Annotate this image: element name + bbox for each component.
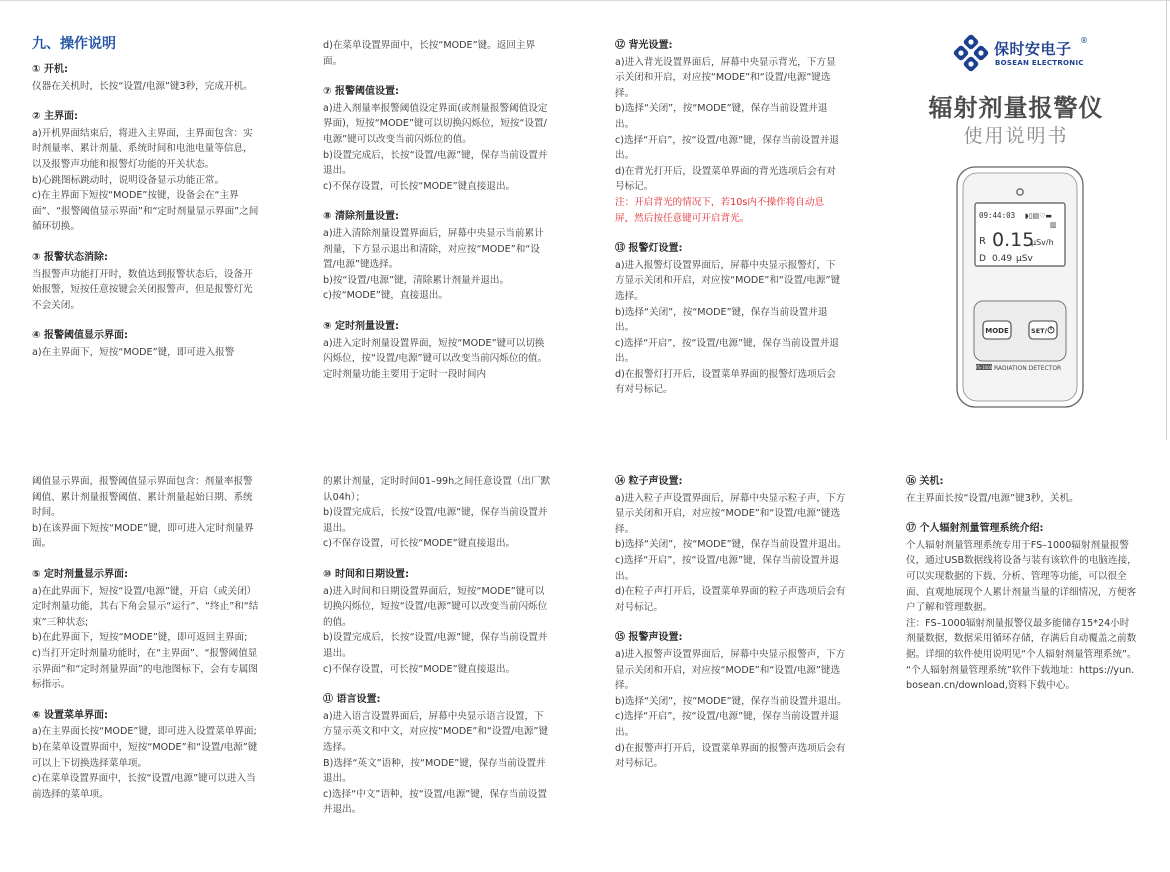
device-label: RADIATION DETECTOR (994, 365, 1062, 372)
logo-mark-icon (952, 34, 992, 74)
section-heading: ⑪ 语言设置: (323, 694, 381, 706)
section-heading: ⑭ 粒子声设置: (615, 476, 683, 487)
section-paragraph: c)不保存设置，可长按“MODE”键直接退出。 (323, 663, 516, 675)
section-heading: ⑥ 设置菜单界面: (32, 709, 108, 721)
section-heading: ⑫ 背光设置: (615, 40, 673, 51)
section-paragraph: b)心跳图标跳动时，说明设备显示功能正常。 (32, 174, 225, 186)
section-heading: ⑧ 清除剂量设置: (323, 211, 399, 223)
section (615, 474, 847, 615)
section-heading: ④ 报警阈值显示界面: (32, 330, 128, 342)
section (32, 328, 260, 360)
section (323, 319, 551, 382)
section-paragraph: b)在此界面下，短按“MODE”键，即可返回主界面; (32, 632, 248, 644)
section (323, 38, 551, 69)
section-paragraph: d)在报警灯打开后，设置菜单界面的报警灯选项后会有对号标记。 (615, 368, 836, 396)
col3-bottom (615, 474, 847, 787)
screen-d-value: 0.49 (992, 254, 1013, 264)
section-heading: ⑯ 关机: (906, 476, 944, 487)
device-illustration (955, 163, 1085, 411)
col3-bottom-sections (615, 474, 847, 772)
section (323, 567, 551, 677)
section-paragraph: d)在菜单设置界面中，长按“MODE”键。返回主界面。 (323, 40, 536, 67)
section-heading: ⑮ 报警声设置: (615, 632, 683, 644)
col2-top-sections (323, 38, 551, 382)
section-paragraph: c)不保存设置，可长按“MODE”键直接退出。 (323, 180, 516, 192)
section (32, 708, 260, 803)
col3-top (615, 38, 843, 413)
col1-bottom (32, 474, 260, 817)
cover-title: 辐射剂量报警仪 (928, 94, 1104, 122)
section-paragraph: d)在粒子声打开后，设置菜单界面的粒子声选项后会有对号标记。 (615, 586, 846, 613)
section-heading: ⑩ 时间和日期设置: (323, 568, 409, 580)
col1-bottom-sections (32, 474, 260, 802)
section (323, 474, 551, 552)
section-paragraph: b)选择“关闭”，按“MODE”键，保存当前设置并退出。 (615, 103, 828, 130)
col2-bottom-sections (323, 474, 551, 818)
screen-r-unit: μSv/h (1031, 238, 1054, 247)
section-paragraph: b)选择“关闭”，按“MODE”键，保存当前设置并退出。 (615, 539, 847, 551)
section-heading: ⑬ 报警灯设置: (615, 243, 683, 255)
screen-status-icons: ◗▯▤♡▬ (1025, 212, 1053, 220)
section-paragraph: 的累计剂量，定时时间01–99h之间任意设置（出厂默认04h）； (323, 476, 551, 503)
section-paragraph: b)在菜单设置界面中，短按“MODE”和“设置/电源”键可以上下切换选择菜单项。 (32, 741, 258, 769)
section (32, 62, 260, 94)
mode-button[interactable] (983, 321, 1011, 339)
section-paragraph: a)进入剂量率报警阈值设定界面(或剂量报警阈值设定界面)，短按“MODE”键可以切换闪烁位，短按“设置/电源”键可以改变当前闪烁位的值。 (323, 102, 548, 145)
section-paragraph: 当报警声功能打开时，数值达到报警状态后，设备开始报警，短按任意按键会关闭报警声，但是报警灯光不会关闭。 (32, 268, 253, 311)
brand-logo (952, 34, 1092, 74)
section (32, 109, 260, 235)
col1-top-sections (32, 62, 260, 361)
section (32, 474, 260, 552)
screen-r-value: 0.15 (992, 229, 1035, 251)
set-power-button[interactable] (1029, 321, 1057, 339)
section (615, 38, 843, 226)
section-paragraph: a)开机界面结束后，将进入主界面，主界面包含：实时剂量率、累计剂量、系统时间和电池电量等信息，以及报警声功能和报警灯功能的开关状态。 (32, 127, 253, 170)
section-paragraph: “个人辐射剂量管理系统”软件下载地址：https://yun.bosean.cn/download,资料下载中心。 (906, 664, 1135, 692)
section-paragraph: b)选择“关闭”，按“MODE”键，保存当前设置并退出。 (615, 695, 847, 707)
section-paragraph: c)在菜单设置界面中，长按“设置/电源”键可以进入当前选择的菜单项。 (32, 773, 256, 800)
section-paragraph: d)在报警声打开后，设置菜单界面的报警声选项后会有对号标记。 (615, 742, 846, 770)
section-paragraph: B)选择“英文”语种，按“MODE”键，保存当前设置并退出。 (323, 757, 546, 785)
screen-timer-icon: ▥ (1050, 221, 1057, 229)
section-paragraph: a)进入时间和日期设置界面后，短按“MODE”键可以切换闪烁位，短按“设置/电源”键可以改变当前闪烁位的值。 (323, 585, 548, 628)
section-paragraph: b)选择“关闭”，按“MODE”键，保存当前设置并退出。 (615, 306, 828, 334)
section-paragraph: b)在该界面下短按“MODE”键，即可进入定时剂量界面。 (32, 522, 254, 550)
col3-top-sections (615, 38, 843, 398)
section (906, 521, 1138, 694)
set-button-label: SET/ (1031, 327, 1047, 335)
section-paragraph: 在主界面长按“设置/电源”键3秒，关机。 (906, 492, 1079, 504)
section-paragraph: c)选择“开启”，按“设置/电源”键，保存当前设置并退出。 (615, 554, 840, 582)
section-paragraph: c)当打开定时剂量功能时，在“主界面”、“报警阈值显示界面”和“定时剂量界面”的电池图标下，会有专属图标指示。 (32, 647, 258, 691)
screen-d-label: D (979, 254, 986, 264)
col4-bottom-sections (906, 474, 1138, 694)
registered-mark: ® (1080, 36, 1088, 45)
section-heading: ① 开机: (32, 64, 68, 75)
top-divider (0, 0, 1170, 1)
mode-button-label: MODE (985, 327, 1009, 335)
screen-r-label: R (979, 236, 986, 247)
col4-bottom (906, 474, 1138, 709)
section (32, 250, 260, 313)
col2-top (323, 38, 551, 397)
section (323, 692, 551, 818)
screen-time: 09:44:03 (979, 211, 1016, 220)
section-paragraph: a)进入清除剂量设置界面后，屏幕中央显示当前累计剂量，下方显示退出和清除，对应按“MODE”和“设置/电源”键选择。 (323, 227, 544, 271)
section-paragraph: d)在背光打开后，设置菜单界面的背光选项后会有对号标记。 (615, 165, 836, 193)
section-paragraph: 个人辐射剂量管理系统专用于FS–1000辐射剂量报警仪，通过USB数据线将设备与装有该软件的电脑连接，可以实现数据的下载、分析、管理等功能，可以很全面、直观地展现个人累计剂量当量的详细情况，方便客户了解和管理数据。 (906, 539, 1137, 614)
screen-d-unit: μSv (1016, 254, 1033, 264)
section-heading: ⑤ 定时剂量显示界面: (32, 568, 128, 580)
section-paragraph: a)进入定时剂量设置界面，短按“MODE”键可以切换闪烁位，按“设置/电源”键可以改变当前闪烁位的值。定时剂量功能主要用于定时一段时间内 (323, 337, 548, 380)
section-paragraph: a)进入语言设置界面后，屏幕中央显示语言设置，下方显示英文和中文，对应按“MODE”和“设置/电源”键选择。 (323, 710, 549, 753)
section-paragraph: a)进入粒子声设置界面后，屏幕中央显示粒子声，下方显示关闭和开启，对应按“MODE”和“设置/电源”键选择。 (615, 492, 846, 535)
section (906, 474, 1138, 506)
section-paragraph: c)选择“中文”语种，按“设置/电源”键，保存当前设置并退出。 (323, 788, 548, 816)
main-title: 九、操作说明 (32, 36, 116, 52)
section-paragraph: c)选择“开启”，按“设置/电源”键，保存当前设置并退出。 (615, 711, 840, 738)
section-heading: ③ 报警状态消除: (32, 251, 108, 263)
section (32, 567, 260, 693)
section-paragraph: b)设置完成后，长按“设置/电源”键，保存当前设置并退出。 (323, 507, 548, 534)
cover-subtitle: 使用说明书 (963, 125, 1069, 147)
section-paragraph: b)设置完成后，长按“设置/电源”键，保存当前设置并退出。 (323, 149, 548, 177)
section-paragraph: a)在此界面下，短按“设置/电源”键，开启（或关闭）定时剂量功能，其右下角会显示“运行”、“终止”和“结束”三种状态; (32, 585, 259, 628)
section-paragraph: 注：FS–1000辐射剂量报警仪最多能储存15*24小时剂量数据，数据采用循环存储，存满后自动覆盖之前数据。详细的软件使用说明见“个人辐射剂量管理系统”。 (906, 617, 1137, 660)
section (323, 209, 551, 304)
col2-bottom (323, 474, 551, 833)
section-heading: ⑨ 定时剂量设置: (323, 320, 399, 332)
section-heading: ⑦ 报警阈值设置: (323, 86, 399, 98)
section-paragraph: 仪器在关机时，长按“设置/电源”键3秒，完成开机。 (32, 80, 253, 92)
col1-top (32, 34, 260, 376)
section-paragraph: c)选择“开启”，按“设置/电源”键，保存当前设置并退出。 (615, 134, 840, 162)
section-heading: ⑰ 个人辐射剂量管理系统介绍: (906, 523, 1044, 535)
warning-note: 注：开启背光的情况下，若10s内不操作将自动息屏，然后按任意键可开启背光。 (615, 196, 825, 224)
section-paragraph: a)进入背光设置界面后，屏幕中央显示背光，下方显示关闭和开启，对应按“MODE”和“设置/电源”键选择。 (615, 56, 836, 99)
section (615, 241, 843, 398)
section-paragraph: c)按“MODE”键，直接退出。 (323, 290, 448, 302)
section-heading: ② 主界面: (32, 111, 78, 123)
section-paragraph: a)在主界面长按“MODE”键，即可进入设置菜单界面; (32, 726, 257, 738)
section-paragraph: c)不保存设置，可长按“MODE”键直接退出。 (323, 538, 516, 550)
section (323, 84, 551, 194)
section-paragraph: c)在主界面下短按“MODE”按键，设备会在“主界面”、“报警阈值显示界面”和“定时剂量显示界面”之间循环切换。 (32, 190, 259, 233)
logo-en-text: BOSEAN ELECTRONIC (995, 59, 1084, 67)
section-paragraph: c)选择“开启”，按“设置/电源”键，保存当前设置并退出。 (615, 337, 840, 365)
logo-cn-text: 保时安电子 (994, 40, 1072, 58)
section-paragraph: a)在主界面下，短按“MODE”键，即可进入报警 (32, 346, 235, 358)
model-badge-text: FS-1000 (975, 365, 993, 370)
section-paragraph: b)按“设置/电源”键，清除累计剂量并退出。 (323, 274, 510, 286)
section-paragraph: a)进入报警灯设置界面后，屏幕中央显示报警灯，下方显示关闭和开启，对应按“MODE”和“设置/电源”键选择。 (615, 259, 841, 302)
section-paragraph: b)设置完成后，长按“设置/电源”键，保存当前设置并退出。 (323, 632, 548, 659)
section (615, 630, 847, 771)
section-paragraph: a)进入报警声设置界面后，屏幕中央显示报警声，下方显示关闭和开启，对应按“MODE”和“设置/电源”键选择。 (615, 648, 846, 692)
section-paragraph: 阈值显示界面，报警阈值显示界面包含：剂量率报警阈值、累计剂量报警阈值、累计剂量起始日期、系统时间。 (32, 476, 253, 519)
right-fold-line (1166, 0, 1167, 440)
